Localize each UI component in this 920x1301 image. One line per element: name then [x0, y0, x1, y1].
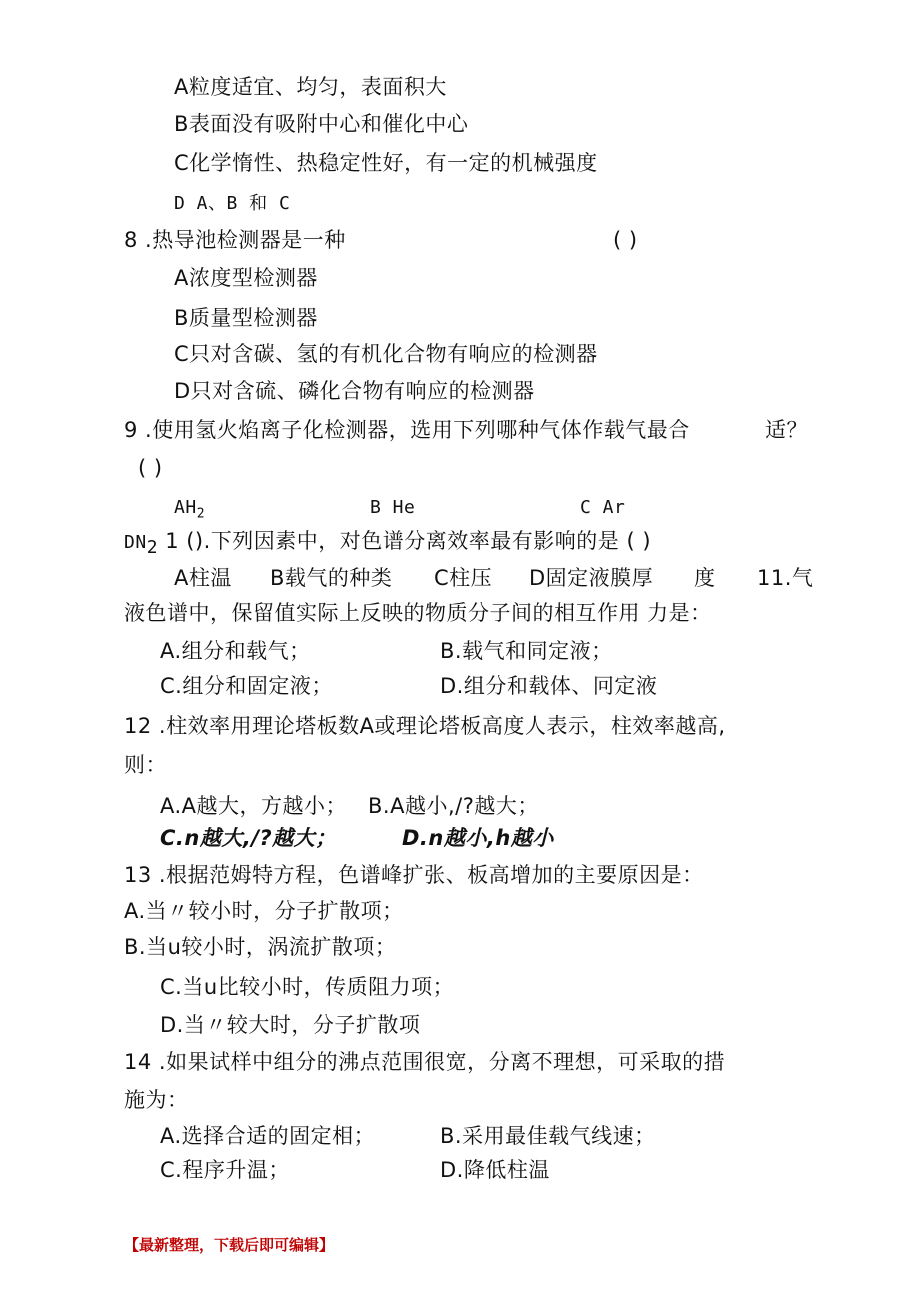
answer-blank: ( ): [138, 456, 163, 480]
question-9: 9 .使用氢火焰离子化检测器，选用下列哪种气体作载气最合: [124, 418, 690, 442]
question-14: 14 .如果试样中组分的沸点范围很宽，分离不理想，可采取的措: [124, 1050, 726, 1074]
page-footer-note: 【最新整理，下载后即可编辑】: [124, 1236, 335, 1254]
option-line-tail: 度: [694, 566, 716, 590]
option-line: C柱压: [434, 566, 493, 590]
option-line: C.当u比较小时，传质阻力项；: [160, 975, 455, 999]
option-line: D.降低柱温: [440, 1158, 550, 1182]
option-line: B He: [370, 497, 416, 518]
option-line: B.载气和同定液；: [440, 639, 613, 663]
option-line: B.采用最佳载气线速；: [440, 1124, 656, 1148]
question-10: $DN_2$ 1 ().下列因素中，对色谱分离效率最有影响的是 ( ): [124, 529, 652, 559]
answer-blank: ( ): [613, 228, 638, 252]
option-line: D.当〃较大时，分子扩散项: [160, 1013, 421, 1037]
option-line: C Ar: [580, 497, 626, 518]
option-line: D只对含硫、磷化合物有响应的检测器: [174, 379, 535, 403]
option-line: B.A越小,/?越大；: [368, 794, 539, 818]
question-9-tail: 适？: [765, 418, 808, 442]
option-line: C.程序升温；: [160, 1158, 290, 1182]
question-11: 液色谱中，保留值实际上反映的物质分子间的相互作用 力是：: [124, 601, 712, 625]
option-line: A浓度型检测器: [174, 266, 318, 290]
option-line: A.A越大，方越小；: [160, 794, 348, 818]
option-d-line: D A、B 和 C: [174, 193, 291, 214]
option-line: A.组分和载气；: [160, 639, 311, 663]
question-8: 8 .热导池检测器是一种: [124, 228, 346, 252]
option-line: B载气的种类: [270, 566, 393, 590]
option-b-line: B表面没有吸附中心和催化中心: [174, 112, 469, 136]
option-line: C.n越大,/?越大；: [160, 826, 337, 850]
option-line: D.组分和载体、冋定液: [440, 674, 658, 698]
question-13: 13 .根据范姆特方程，色谱峰扩张、板高增加的主要原因是：: [124, 863, 704, 887]
option-a-line: A粒度适宜、均匀，表面积大: [174, 75, 447, 99]
option-line: C.组分和固定液；: [160, 674, 333, 698]
option-c-line: C化学惰性、热稳定性好，有一定的机械强度: [174, 151, 598, 175]
question-12-cont: 则：: [124, 753, 167, 777]
question-14-cont: 施为：: [124, 1088, 189, 1112]
question-12: 12 .柱效率用理论塔板数A或理论塔板高度人表示，柱效率越高,: [124, 714, 726, 738]
question-11-start: 11.气: [757, 566, 814, 590]
option-line: B质量型检测器: [174, 306, 318, 330]
option-line: D.n越小,h越小: [402, 826, 554, 850]
option-line: $AH_2$: [174, 497, 206, 522]
option-line: D固定液膜厚: [529, 566, 654, 590]
option-line: A柱温: [174, 566, 232, 590]
option-line: C只对含碳、氢的有机化合物有响应的检测器: [174, 342, 598, 366]
option-line: A.当〃较小时，分子扩散项；: [124, 899, 404, 923]
option-line: B.当u较小时，涡流扩散项；: [124, 935, 397, 959]
option-line: A.选择合适的固定相；: [160, 1124, 376, 1148]
